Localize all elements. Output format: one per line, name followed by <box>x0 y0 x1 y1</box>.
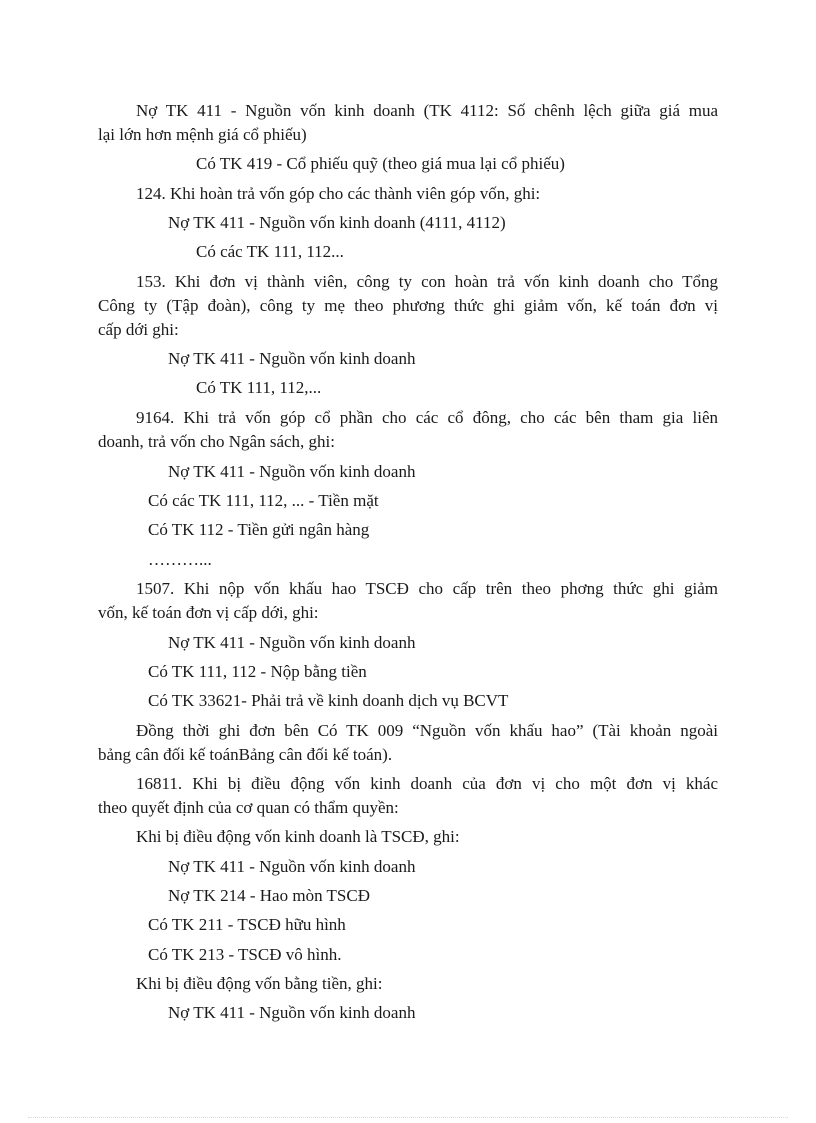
text-line: doanh, trả vốn cho Ngân sách, ghi: <box>98 432 335 451</box>
text-line: Nợ TK 411 - Nguồn vốn kinh doanh <box>168 633 416 652</box>
text-line: Có TK 213 - TSCĐ vô hình. <box>148 945 342 964</box>
text-line: cấp dới ghi: <box>98 320 179 339</box>
text-line: 124. Khi hoàn trả vốn góp cho các thành viên góp vốn, ghi: <box>136 184 541 203</box>
text-line: 1507. Khi nộp vốn khấu hao TSCĐ cho cấp trên theo phơng thức ghi giảm <box>136 579 718 598</box>
text-line: Nợ TK 411 - Nguồn vốn kinh doanh <box>168 857 416 876</box>
text-line: Nợ TK 411 - Nguồn vốn kinh doanh (4111, 4112) <box>168 213 506 232</box>
text-line: Có các TK 111, 112, ... - Tiền mặt <box>148 491 379 510</box>
text-line: 16811. Khi bị điều động vốn kinh doanh của đơn vị cho một đơn vị khác <box>136 774 718 793</box>
text-line: Công ty (Tập đoàn), công ty mẹ theo phương thức ghi giảm vốn, kế toán đơn vị <box>98 296 718 315</box>
text-line: Có TK 33621- Phải trả về kinh doanh dịch vụ BCVT <box>148 691 509 710</box>
text-line: Đồng thời ghi đơn bên Có TK 009 “Nguồn vốn khấu hao” (Tài khoản ngoài <box>136 721 718 740</box>
text-line: Nợ TK 214 - Hao mòn TSCĐ <box>168 886 370 905</box>
text-line: 153. Khi đơn vị thành viên, công ty con hoàn trả vốn kinh doanh cho Tổng <box>136 272 718 291</box>
text-line: theo quyết định của cơ quan có thẩm quyền: <box>98 798 399 817</box>
text-line: vốn, kế toán đơn vị cấp dới, ghi: <box>98 603 319 622</box>
text-line: Khi bị điều động vốn kinh doanh là TSCĐ, ghi: <box>136 827 460 846</box>
text-line: Nợ TK 411 - Nguồn vốn kinh doanh <box>168 349 416 368</box>
text-line: Có TK 111, 112,... <box>196 378 322 397</box>
text-line: Có TK 419 - Cổ phiếu quỹ (theo giá mua lại cổ phiếu) <box>196 154 565 173</box>
text-line: Khi bị điều động vốn bằng tiền, ghi: <box>136 974 383 993</box>
text-line: Có các TK 111, 112... <box>196 242 344 261</box>
text-line: Nợ TK 411 - Nguồn vốn kinh doanh <box>168 462 416 481</box>
text-line: lại lớn hơn mệnh giá cổ phiếu) <box>98 125 307 144</box>
text-line: Nợ TK 411 - Nguồn vốn kinh doanh (TK 4112: Số chênh lệch giữa giá mua <box>136 101 718 120</box>
text-line: Có TK 112 - Tiền gửi ngân hàng <box>148 520 370 539</box>
text-line: Có TK 111, 112 - Nộp bằng tiền <box>148 662 367 681</box>
text-line: bảng cân đối kế toánBảng cân đối kế toán). <box>98 745 393 764</box>
page-bottom-border <box>28 1117 788 1118</box>
text-line: Có TK 211 - TSCĐ hữu hình <box>148 915 346 934</box>
text-line: 9164. Khi trả vốn góp cổ phần cho các cổ đông, cho các bên tham gia liên <box>136 408 718 427</box>
text-line: ………... <box>148 550 212 569</box>
text-line: Nợ TK 411 - Nguồn vốn kinh doanh <box>168 1003 416 1022</box>
